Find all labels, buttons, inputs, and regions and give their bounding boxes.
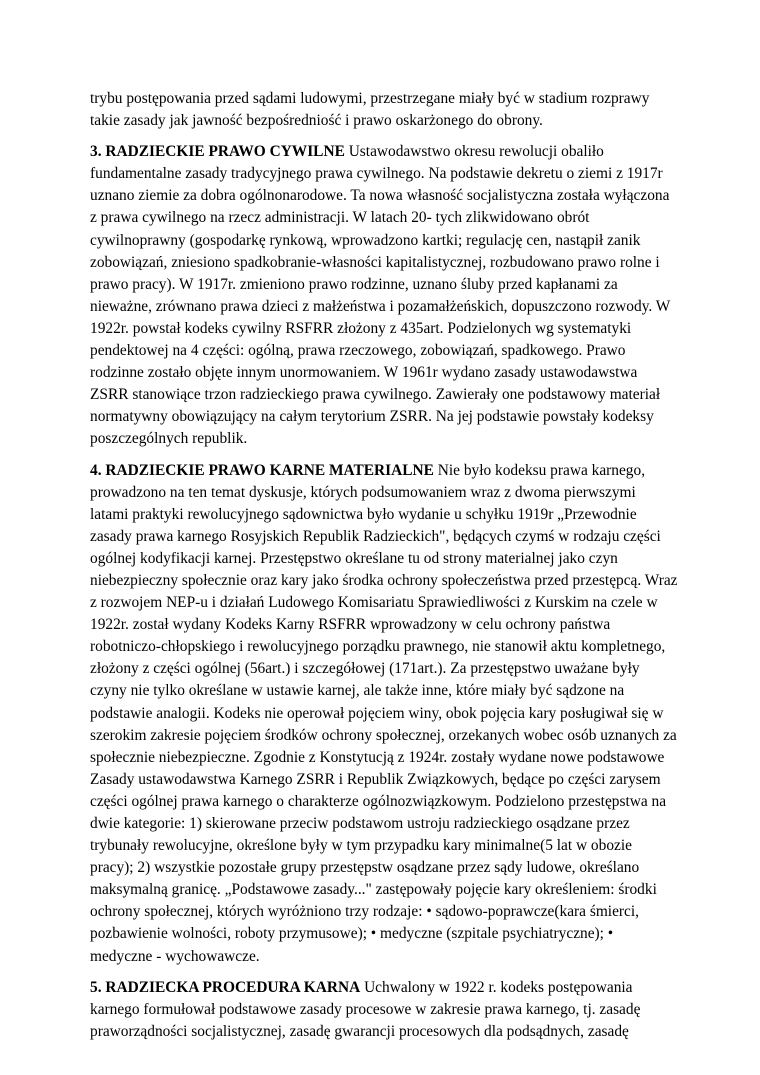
section-3-text: Ustawodawstwo okresu rewolucji obaliło fundamentalne zasady tradycyjnego prawa cywilnego. Na podstawie dekretu o ziemi z 1917r uznano ziemie za dobra ogólnonarodowe. Ta nowa własność socjalistyczna została wyłączona z prawa cywilnego na rzecz administracji. W latach 20- tych zlikwidowano obrót cywilnoprawny (gospodarkę rynkową, wprowadzono kartki; regulację cen, nastąpił zanik zobowiązań, zniesiono spadkobranie-własności kapitalistycznej, rozbudowano prawo rolne i prawo pracy). W 1917r. zmieniono prawo rodzinne, uznano śluby przed kapłanami za nieważne, zrównano prawa dzieci z małżeństwa i pozamałżeńskich, dopuszczono rozwody. W 1922r. powstał kodeks cywilny RSFRR złożony z 435art. Podzielonych wg systematyki pendektowej na 4 części: ogólną, prawa rzeczowego, zobowiązań, spadkowego. Prawo rodzinne zostało objęte innym unormowaniem. W 1961r wydano zasady ustawodawstwa ZSRR stanowiące trzon radzieckiego prawa cywilnego. Zawierały one podstawowy materiał normatywny obowiązujący na całym terytorium ZSRR. Na jej podstawie powstały kodeksy poszczególnych republik. bbox=[90, 143, 671, 448]
paragraph-intro bbox=[90, 88, 678, 132]
document-page bbox=[90, 88, 678, 1052]
section-4-heading: 4. RADZIECKIE PRAWO KARNE MATERIALNE bbox=[90, 461, 434, 479]
section-4-criminal-law bbox=[90, 460, 678, 968]
section-5-text: Uchwalony w 1922 r. kodeks postępowania karnego formułował podstawowe zasady procesowe w zakresie prawa karnego, tj. zasadę praworządności socjalistycznej, zasadę gwarancji procesowych dla podsądnych, zasadę bbox=[90, 978, 641, 1040]
section-5-heading: 5. RADZIECKA PROCEDURA KARNA bbox=[90, 978, 361, 996]
section-4-text: Nie było kodeksu prawa karnego, prowadzono na ten temat dyskusje, których podsumowaniem wraz z dwoma pierwszymi latami praktyki rewolucyjnego sądownictwa było wydanie u schyłku 1919r „Przewodnie zasady prawa karnego Rosyjskich Republik Radzieckich", będących czymś w rodzaju części ogólnej kodyfikacji karnej. Przestępstwo określane tu od strony materialnej jako czyn niebezpieczny społecznie oraz kary jako środka ochrony społeczeństwa przed przestępcą. Wraz z rozwojem NEP-u i działań Ludowego Komisariatu Sprawiedliwości z Kurskim na czele w 1922r. został wydany Kodeks Karny RSFRR wprowadzony w celu ochrony państwa robotniczo-chłopskiego i rewolucyjnego porządku prawnego, nie stanowił aktu kompletnego, złożony z części ogólnej (56art.) i szczegółowej (171art.). Za przestępstwo uważane były czyny nie tylko określane w ustawie karnej, ale także inne, które miały być sądzone na podstawie analogii. Kodeks nie operował pojęciem winy, obok pojęcia kary posługiwał się w szerokim zakresie pojęciem środków ochrony społecznej, orzekanych wobec osób uznanych za społecznie niebezpieczne. Zgodnie z Konstytucją z 1924r. zostały wydane nowe podstawowe Zasady ustawodawstwa Karnego ZSRR i Republik Związkowych, będące po części zarysem części ogólnej prawa karnego o charakterze ogólnozwiązkowym. Podzielono przestępstwa na dwie kategorie: 1) skierowane przeciw podstawom ustroju radzieckiego osądzane przez trybunały rewolucyjne, określone były w tym przypadku kary minimalne(5 lat w obozie pracy); 2) wszystkie pozostałe grupy przestępstw osądzane przez sądy ludowe, określano maksymalną granicę. „Podstawowe zasady..." zastępowały pojęcie kary określeniem: środki ochrony społecznej, których wyróżniono trzy rodzaje: • sądowo-poprawcze(kara śmierci, pozbawienie wolności, roboty przymusowe); • medyczne (szpitale psychiatryczne); • medyczne - wychowawcze. bbox=[90, 461, 678, 965]
section-3-civil-law bbox=[90, 141, 678, 450]
paragraph-intro-text: trybu postępowania przed sądami ludowymi, przestrzegane miały być w stadium rozprawy takie zasady jak jawność bezpośredniość i prawo oskarżonego do obrony. bbox=[90, 90, 650, 130]
section-5-criminal-procedure bbox=[90, 977, 678, 1043]
section-3-heading: 3. RADZIECKIE PRAWO CYWILNE bbox=[90, 143, 345, 161]
